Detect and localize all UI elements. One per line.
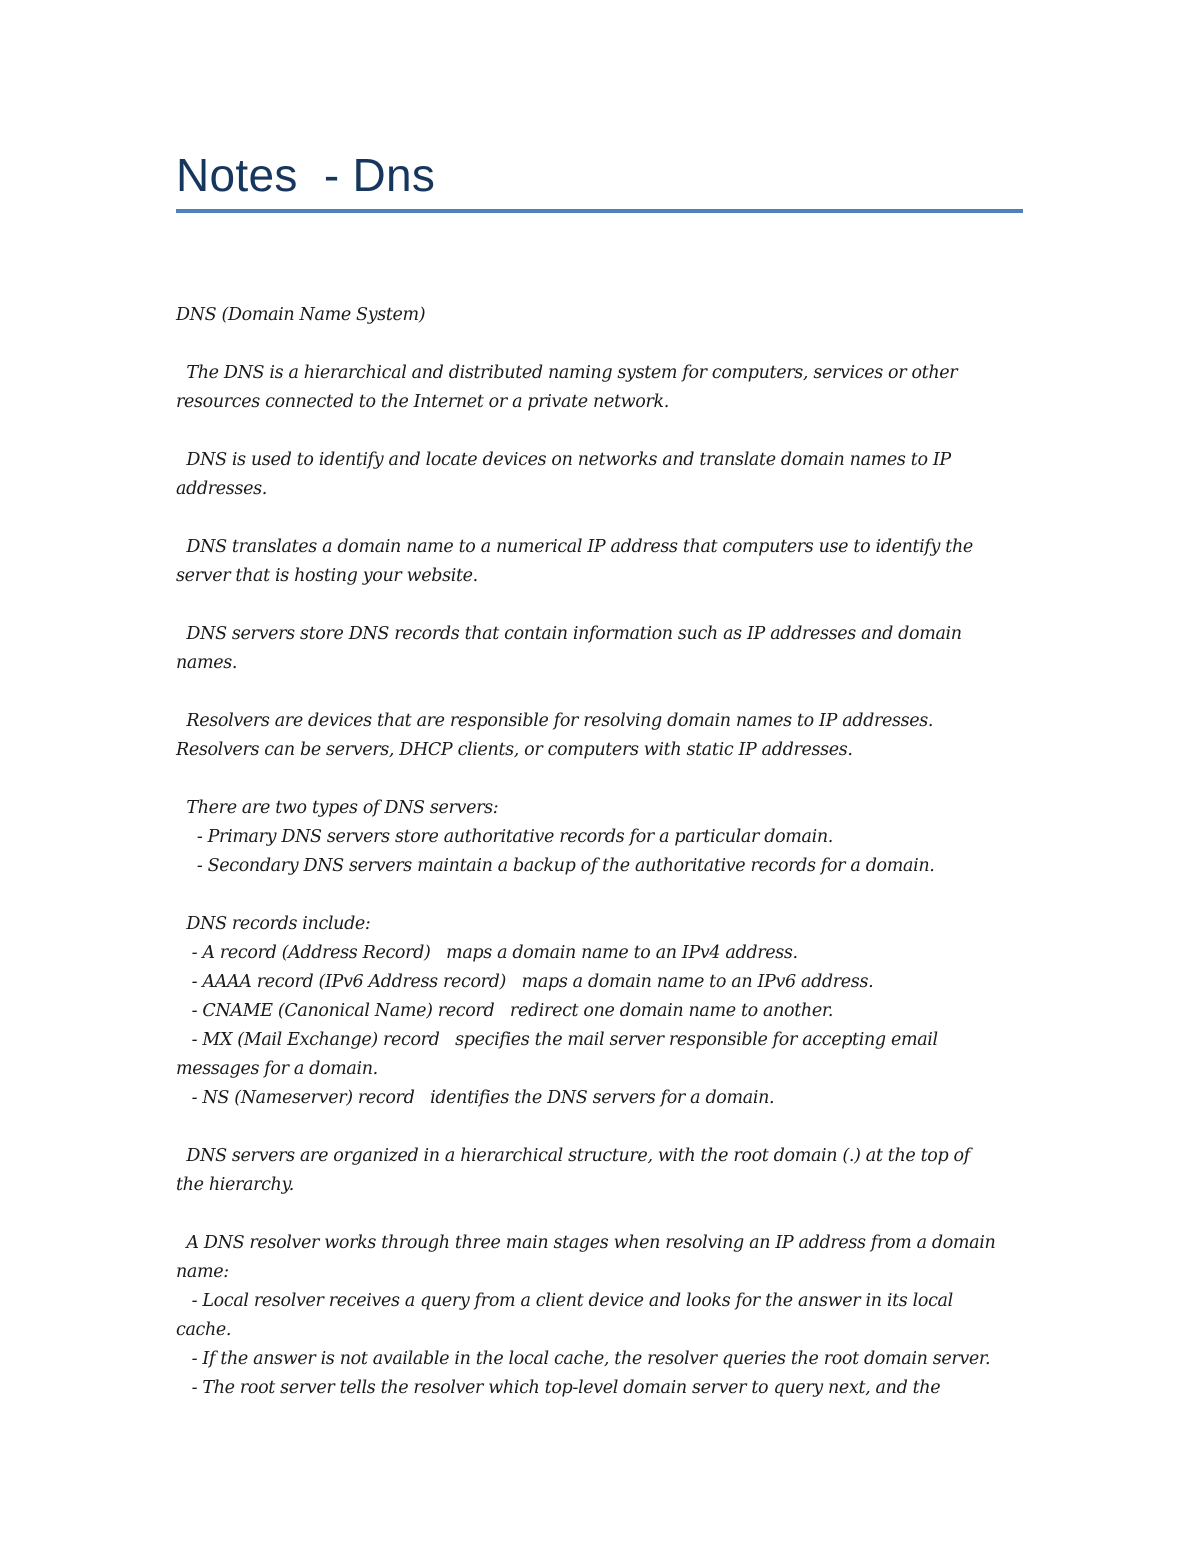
blank-line bbox=[176, 330, 1036, 359]
text-line: - AAAA record (IPv6 Address record) maps a domain name to an IPv6 address. bbox=[176, 972, 874, 992]
blank-line bbox=[176, 1113, 1036, 1142]
document-body bbox=[176, 301, 1036, 1403]
blank-line bbox=[176, 591, 1036, 620]
text-line: cache. bbox=[176, 1320, 232, 1340]
text-line: Resolvers are devices that are responsible for resolving domain names to IP addresses. bbox=[176, 711, 934, 731]
blank-line bbox=[176, 417, 1036, 446]
text-line: the hierarchy. bbox=[176, 1175, 294, 1195]
text-line: DNS translates a domain name to a numerical IP address that computers use to identify the bbox=[176, 537, 973, 557]
text-line: - Secondary DNS servers maintain a backup of the authoritative records for a domain. bbox=[176, 856, 935, 876]
text-line: DNS servers store DNS records that contain information such as IP addresses and domain bbox=[176, 624, 962, 644]
text-line: - MX (Mail Exchange) record specifies the mail server responsible for accepting email bbox=[176, 1030, 938, 1050]
text-line: A DNS resolver works through three main stages when resolving an IP address from a domain bbox=[176, 1233, 996, 1253]
text-line: DNS servers are organized in a hierarchical structure, with the root domain (.) at the top of bbox=[176, 1146, 970, 1166]
text-line: - Local resolver receives a query from a client device and looks for the answer in its local bbox=[176, 1291, 953, 1311]
text-line: messages for a domain. bbox=[176, 1059, 378, 1079]
text-line: - A record (Address Record) maps a domain name to an IPv4 address. bbox=[176, 943, 798, 963]
text-line: name: bbox=[176, 1262, 229, 1282]
text-line: DNS records include: bbox=[176, 914, 371, 934]
text-line: resources connected to the Internet or a private network. bbox=[176, 392, 669, 412]
text-line: addresses. bbox=[176, 479, 267, 499]
text-line: - The root server tells the resolver which top-level domain server to query next, and the bbox=[176, 1378, 941, 1398]
text-line: - Primary DNS servers store authoritative records for a particular domain. bbox=[176, 827, 833, 847]
text-line: server that is hosting your website. bbox=[176, 566, 478, 586]
blank-line bbox=[176, 765, 1036, 794]
text-line: There are two types of DNS servers: bbox=[176, 798, 499, 818]
text-line: DNS is used to identify and locate devices on networks and translate domain names to IP bbox=[176, 450, 951, 470]
blank-line bbox=[176, 1200, 1036, 1229]
text-line: - CNAME (Canonical Name) record redirect one domain name to another. bbox=[176, 1001, 834, 1021]
text-line: names. bbox=[176, 653, 238, 673]
title-underline bbox=[176, 209, 1023, 213]
text-line: DNS (Domain Name System) bbox=[176, 305, 426, 325]
blank-line bbox=[176, 881, 1036, 910]
text-line: Resolvers can be servers, DHCP clients, or computers with static IP addresses. bbox=[176, 740, 853, 760]
page-title: Notes - Dns bbox=[176, 149, 436, 201]
text-line: The DNS is a hierarchical and distributed naming system for computers, services or other bbox=[176, 363, 958, 383]
blank-line bbox=[176, 504, 1036, 533]
blank-line bbox=[176, 678, 1036, 707]
text-line: - If the answer is not available in the local cache, the resolver queries the root domain server. bbox=[176, 1349, 991, 1369]
text-line: - NS (Nameserver) record identifies the DNS servers for a domain. bbox=[176, 1088, 775, 1108]
